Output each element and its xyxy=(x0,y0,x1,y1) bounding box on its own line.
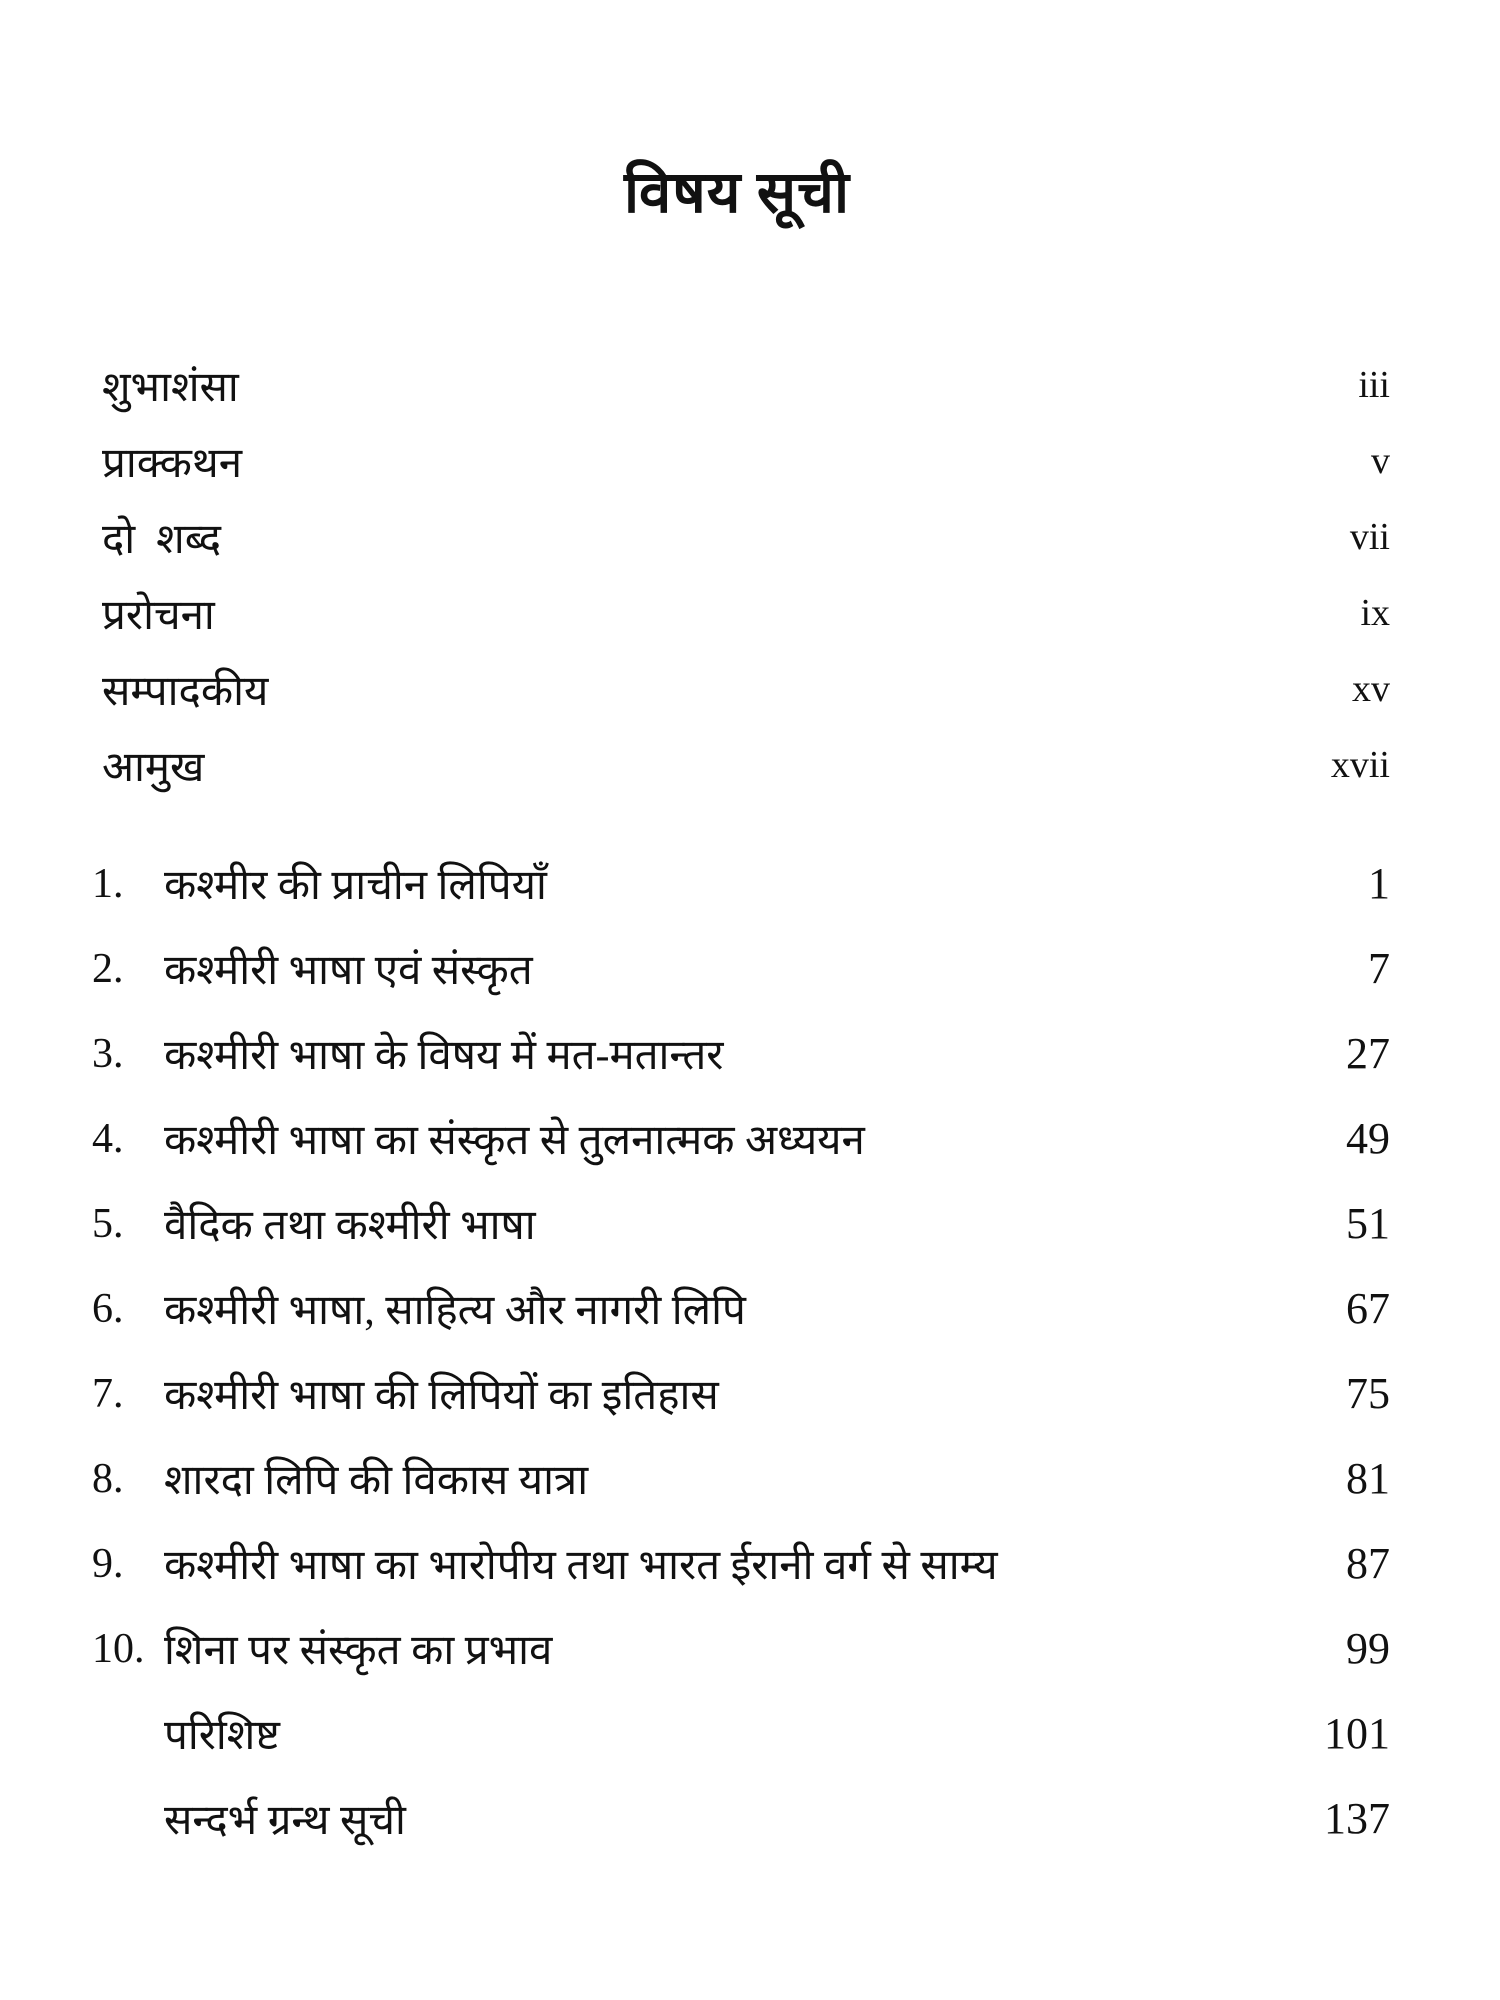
chapter-title: परिशिष्ट xyxy=(164,1713,280,1759)
toc-entry xyxy=(92,651,1390,727)
toc-chapter-entry xyxy=(92,841,1390,926)
chapter-number: 10. xyxy=(92,1625,145,1672)
chapter-page-number: 75 xyxy=(1346,1369,1390,1418)
toc-entry-label: प्ररोचना xyxy=(102,592,215,639)
chapter-page-number: 7 xyxy=(1368,944,1390,993)
chapter-title: शिना पर संस्कृत का प्रभाव xyxy=(164,1628,553,1674)
chapter-page-number: 81 xyxy=(1346,1454,1390,1503)
toc-entry-label: सम्पादकीय xyxy=(102,668,269,715)
chapter-page-number: 67 xyxy=(1346,1284,1390,1333)
chapter-title: कश्मीरी भाषा का संस्कृत से तुलनात्मक अध्ययन xyxy=(164,1118,865,1164)
toc-entry xyxy=(92,727,1390,803)
chapter-list xyxy=(92,841,1390,1861)
chapter-title: कश्मीरी भाषा की लिपियों का इतिहास xyxy=(164,1373,719,1419)
chapter-page-number: 99 xyxy=(1346,1624,1390,1673)
toc-chapter-entry xyxy=(92,1691,1390,1776)
chapter-title: कश्मीरी भाषा के विषय में मत-मतान्तर xyxy=(164,1033,724,1079)
chapter-title: कश्मीर की प्राचीन लिपियाँ xyxy=(164,863,547,909)
chapter-title: सन्दर्भ ग्रन्थ सूची xyxy=(164,1798,406,1844)
toc-chapter-entry xyxy=(92,1181,1390,1266)
toc-entry-page-number: v xyxy=(1371,440,1390,482)
toc-entry-label: प्राक्कथन xyxy=(102,440,243,487)
toc-chapter-entry xyxy=(92,1096,1390,1181)
toc-chapter-entry xyxy=(92,1776,1390,1861)
chapter-page-number: 101 xyxy=(1324,1709,1390,1758)
chapter-number: 8. xyxy=(92,1455,124,1502)
toc-chapter-entry xyxy=(92,1351,1390,1436)
toc-chapter-entry xyxy=(92,1436,1390,1521)
chapter-number: 2. xyxy=(92,945,124,992)
chapter-title: शारदा लिपि की विकास यात्रा xyxy=(164,1458,589,1504)
chapter-number: 6. xyxy=(92,1285,124,1332)
toc-entry-page-number: iii xyxy=(1358,364,1390,406)
chapter-number: 9. xyxy=(92,1540,124,1587)
toc-chapter-entry xyxy=(92,1011,1390,1096)
chapter-page-number: 137 xyxy=(1324,1794,1390,1843)
toc-entry-page-number: ix xyxy=(1360,592,1390,634)
chapter-number: 7. xyxy=(92,1370,124,1417)
toc-entry xyxy=(92,423,1390,499)
chapter-number: 1. xyxy=(92,860,124,907)
toc-entry-label: शुभाशंसा xyxy=(102,364,239,411)
chapter-page-number: 49 xyxy=(1346,1114,1390,1163)
toc-entry-page-number: xvii xyxy=(1330,744,1390,786)
chapter-number: 5. xyxy=(92,1200,124,1247)
chapter-title: कश्मीरी भाषा का भारोपीय तथा भारत ईरानी वर्ग से साम्य xyxy=(164,1543,998,1589)
front-matter-list xyxy=(92,347,1390,803)
toc-entry xyxy=(92,347,1390,423)
toc-entry-page-number: xv xyxy=(1352,668,1390,710)
toc-chapter-entry xyxy=(92,1266,1390,1351)
chapter-page-number: 27 xyxy=(1346,1029,1390,1078)
toc-chapter-entry xyxy=(92,1606,1390,1691)
toc-entry xyxy=(92,575,1390,651)
chapter-page-number: 1 xyxy=(1368,859,1390,908)
chapter-number: 3. xyxy=(92,1030,124,1077)
chapter-title: वैदिक तथा कश्मीरी भाषा xyxy=(164,1203,536,1249)
toc-chapter-entry xyxy=(92,926,1390,1011)
toc-entry-label: दो शब्द xyxy=(102,516,222,563)
toc-entry-page-number: vii xyxy=(1349,516,1390,558)
toc-chapter-entry xyxy=(92,1521,1390,1606)
chapter-title: कश्मीरी भाषा, साहित्य और नागरी लिपि xyxy=(164,1288,746,1334)
chapter-page-number: 87 xyxy=(1346,1539,1390,1588)
chapter-page-number: 51 xyxy=(1346,1199,1390,1248)
page-title: विषय सूची xyxy=(624,160,850,225)
chapter-number: 4. xyxy=(92,1115,124,1162)
toc-entry xyxy=(92,499,1390,575)
chapter-title: कश्मीरी भाषा एवं संस्कृत xyxy=(164,948,533,994)
toc-entry-label: आमुख xyxy=(102,744,205,791)
